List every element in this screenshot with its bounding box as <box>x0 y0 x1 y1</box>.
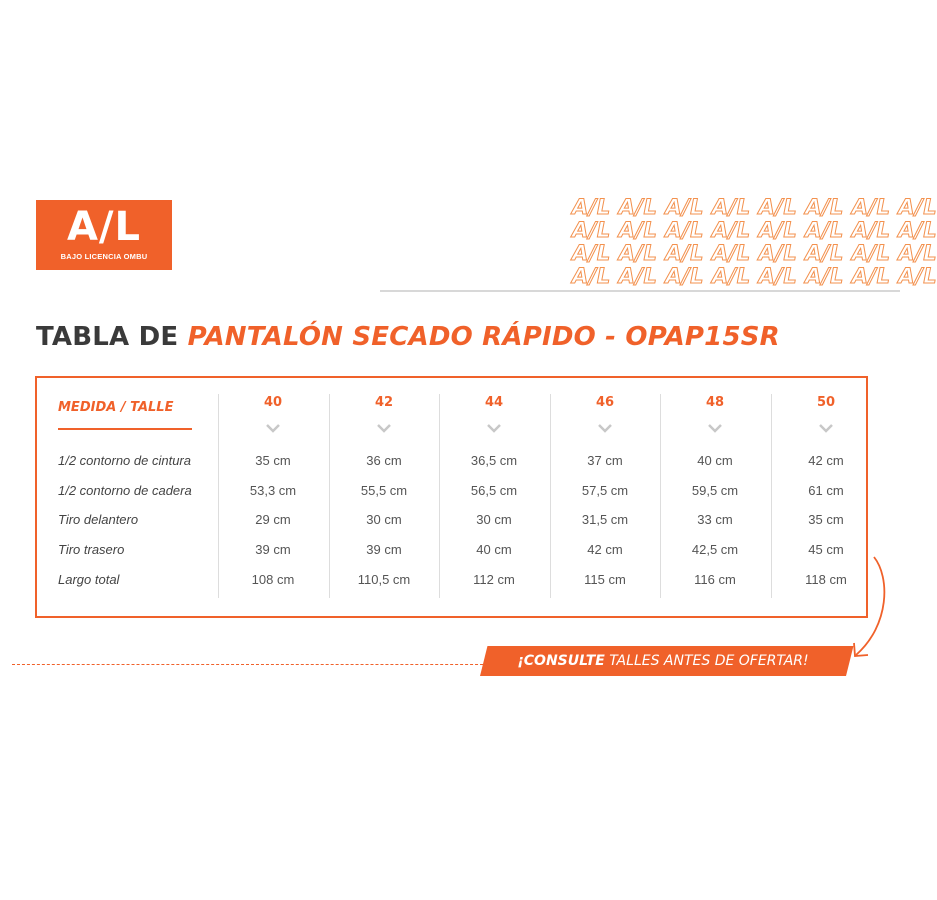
notice-bold: ¡CONSULTE <box>517 653 605 669</box>
logo-tagline: BAJO LICENCIA OMBU <box>60 252 148 261</box>
dashed-divider <box>12 664 488 665</box>
brand-logo <box>36 200 172 270</box>
table-cell: 45 cm <box>808 542 844 557</box>
size-header-44: 44 <box>484 395 504 410</box>
table-cell: 30 cm <box>476 512 512 527</box>
row-label-hip: 1/2 contorno de cadera <box>58 483 192 498</box>
notice-text <box>480 646 846 676</box>
table-cell: 42 cm <box>587 542 623 557</box>
table-cell: 42,5 cm <box>691 542 739 557</box>
table-cell: 40 cm <box>697 453 733 468</box>
table-cell: 36,5 cm <box>470 453 518 468</box>
title-prefix: TABLA DE <box>36 322 188 352</box>
table-cell: 33 cm <box>697 512 733 527</box>
chevron-down-icon <box>660 418 770 437</box>
table-cell: 55,5 cm <box>360 483 408 498</box>
table-cell: 118 cm <box>805 572 847 587</box>
logo-mark: A/L <box>66 204 142 250</box>
table-cell: 108 cm <box>251 572 295 587</box>
table-cell: 115 cm <box>584 572 626 587</box>
table-cell: 29 cm <box>255 512 291 527</box>
chevron-down-icon <box>439 418 549 437</box>
table-header-label: MEDIDA / TALLE <box>58 400 174 415</box>
title-product: PANTALÓN SECADO RÁPIDO - OPAP15SR <box>187 322 780 352</box>
header-underline <box>58 428 192 430</box>
size-header-48: 48 <box>705 395 725 410</box>
table-cell: 30 cm <box>366 512 402 527</box>
chevron-down-icon <box>218 418 328 437</box>
table-cell: 31,5 cm <box>581 512 629 527</box>
chevron-down-icon <box>329 418 439 437</box>
table-cell: 61 cm <box>808 483 844 498</box>
notice-rest: TALLES ANTES DE OFERTAR! <box>604 653 809 669</box>
table-cell: 56,5 cm <box>470 483 518 498</box>
table-cell: 40 cm <box>476 542 512 557</box>
table-cell: 42 cm <box>808 453 844 468</box>
table-cell: 59,5 cm <box>691 483 739 498</box>
size-header-40: 40 <box>263 395 283 410</box>
table-cell: 35 cm <box>255 453 291 468</box>
table-cell: 35 cm <box>808 512 844 527</box>
table-cell: 36 cm <box>366 453 402 468</box>
table-cell: 57,5 cm <box>581 483 629 498</box>
pattern-row: A/L A/L A/L A/L A/L A/L A/L A/L <box>572 264 937 288</box>
table-cell: 39 cm <box>366 542 402 557</box>
size-header-50: 50 <box>816 395 836 410</box>
table-cell: 112 cm <box>473 572 515 587</box>
row-label-waist: 1/2 contorno de cintura <box>58 453 191 468</box>
table-cell: 37 cm <box>587 453 623 468</box>
row-label-back-rise: Tiro trasero <box>58 542 125 557</box>
row-label-front-rise: Tiro delantero <box>58 512 139 527</box>
size-header-46: 46 <box>595 395 615 410</box>
row-label-total-length: Largo total <box>58 572 120 587</box>
table-cell: 39 cm <box>255 542 291 557</box>
table-cell: 53,3 cm <box>249 483 297 498</box>
curved-arrow-icon <box>846 555 896 665</box>
page-title <box>36 322 780 352</box>
header-divider <box>380 290 900 292</box>
chevron-down-icon <box>550 418 660 437</box>
size-header-42: 42 <box>374 395 394 410</box>
pattern-row: A/L A/L A/L A/L A/L A/L A/L A/L <box>572 195 937 219</box>
pattern-row: A/L A/L A/L A/L A/L A/L A/L A/L <box>572 241 937 265</box>
table-cell: 110,5 cm <box>357 572 411 587</box>
brand-pattern <box>572 195 937 292</box>
chevron-down-icon <box>771 418 881 437</box>
pattern-row: A/L A/L A/L A/L A/L A/L A/L A/L <box>572 218 937 242</box>
table-cell: 116 cm <box>694 572 736 587</box>
